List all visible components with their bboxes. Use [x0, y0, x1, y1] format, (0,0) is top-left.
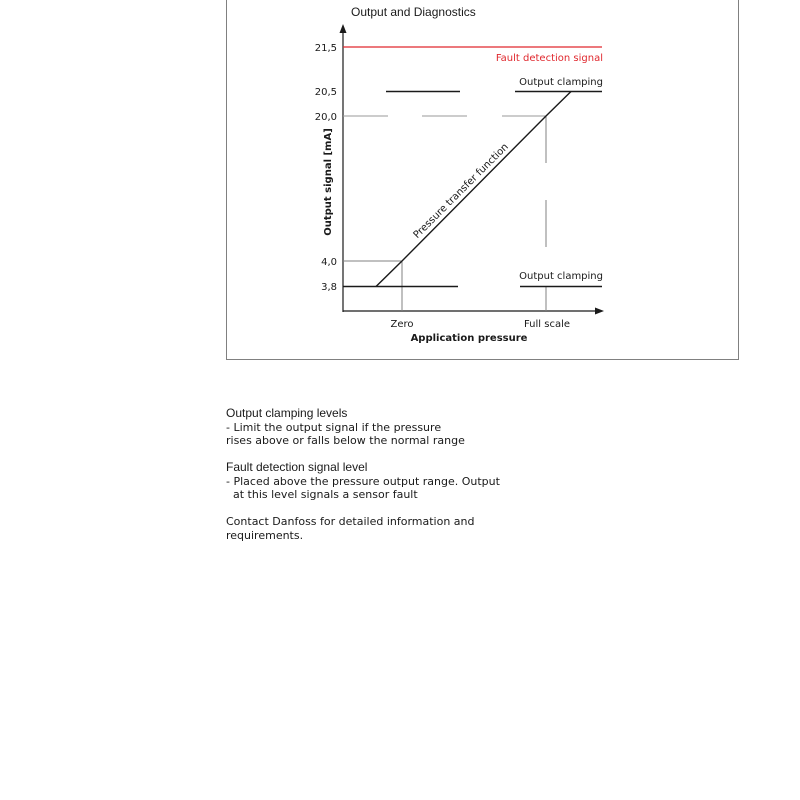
fault-heading: Fault detection signal level — [226, 460, 368, 474]
contact-line: Contact Danfoss for detailed information and — [226, 515, 475, 528]
clamp-top-label: Output clamping — [519, 77, 603, 88]
y-tick-label: 20,0 — [314, 112, 337, 123]
chart-title: Output and Diagnostics — [351, 5, 476, 19]
x-tick-label: Full scale — [523, 319, 571, 330]
clamping-line: rises above or falls below the normal range — [226, 434, 465, 447]
transfer-function-label: Pressure transfer function — [411, 141, 511, 241]
y-tick-label: 20,5 — [314, 87, 337, 98]
transfer-function-line — [376, 92, 571, 287]
y-axis-title: Output signal [mA] — [323, 128, 334, 236]
x-axis-title: Application pressure — [410, 333, 528, 344]
y-axis-arrow — [340, 24, 347, 33]
contact-note — [226, 515, 526, 542]
contact-line: requirements. — [226, 528, 304, 542]
y-tick-label: 21,5 — [314, 43, 337, 54]
x-tick-label: Zero — [390, 319, 414, 330]
clamp-bottom-label: Output clamping — [519, 271, 603, 282]
y-tick-label: 4,0 — [321, 257, 337, 268]
fault-line: - Placed above the pressure output range. Output — [226, 474, 500, 488]
clamping-heading: Output clamping levels — [226, 406, 348, 420]
fault-line: at this level signals a sensor fault — [226, 488, 418, 501]
y-tick-label: 3,8 — [321, 282, 337, 293]
notes — [226, 407, 526, 556]
fault-detection-label: Fault detection signal — [495, 53, 603, 64]
clamping-line: - Limit the output signal if the pressure — [226, 420, 442, 434]
clamping-note — [226, 407, 526, 448]
x-axis-arrow — [595, 308, 604, 315]
fault-note — [226, 461, 526, 502]
